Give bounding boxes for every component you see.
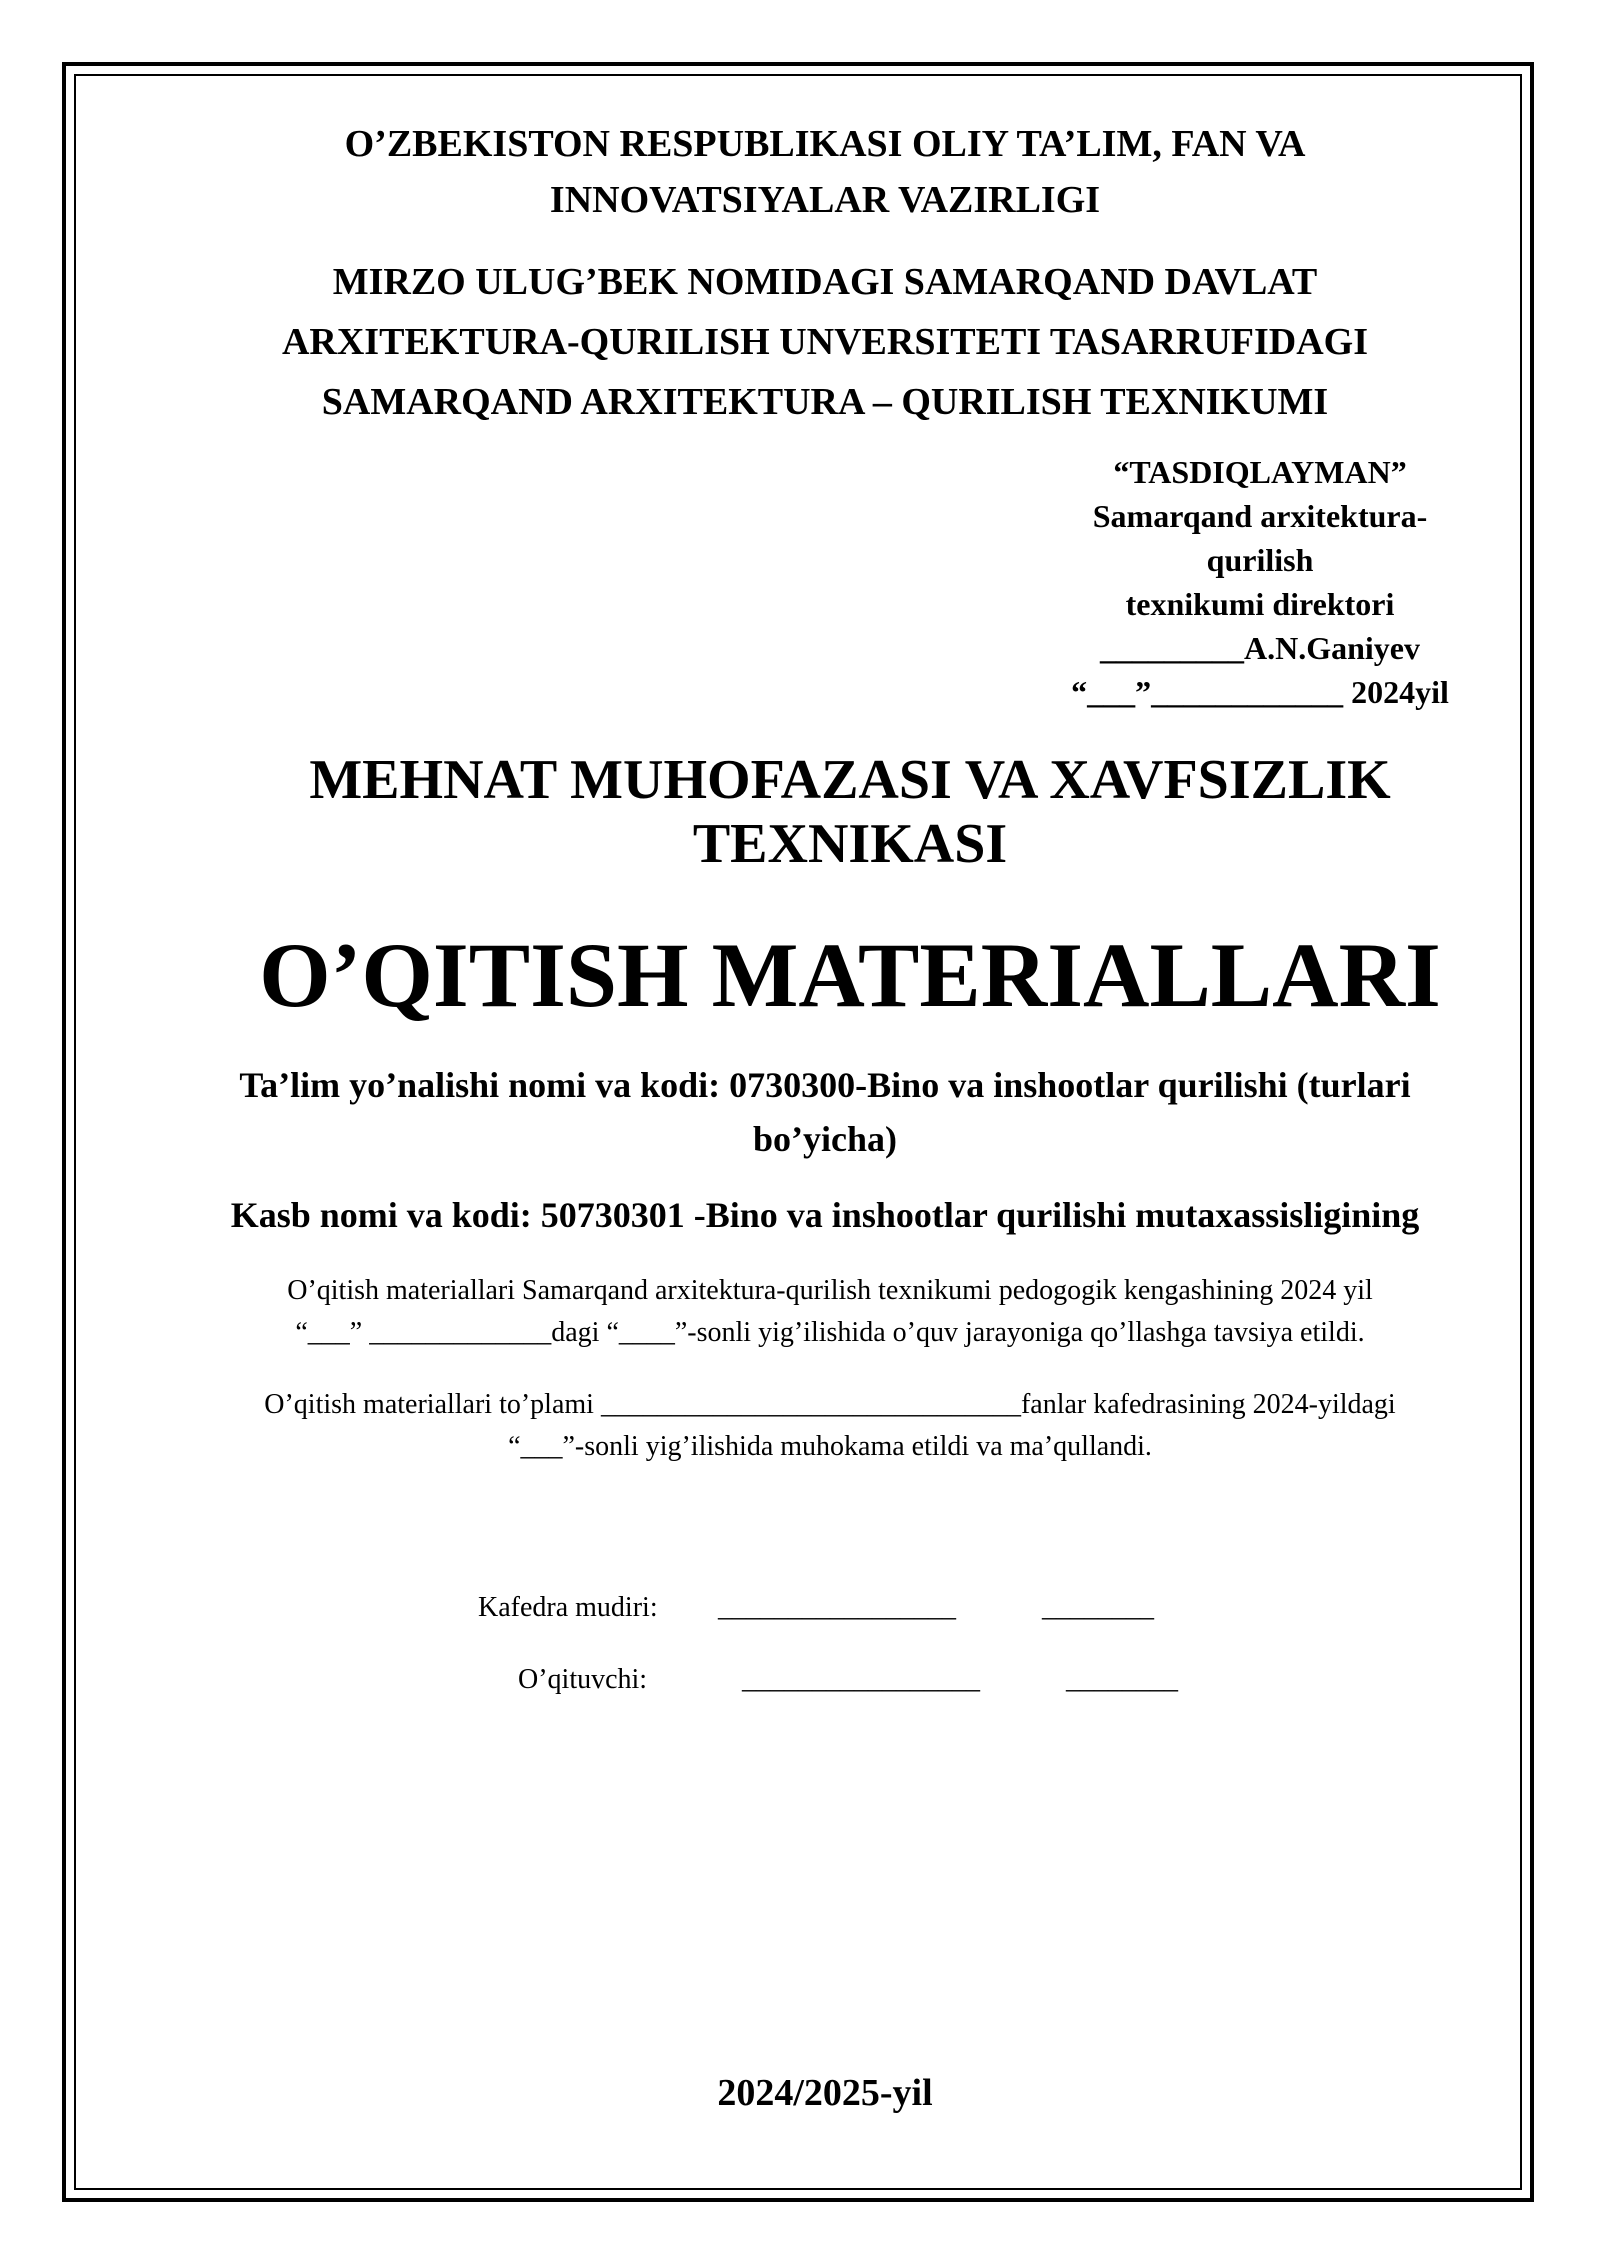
head-of-department-signature-row	[478, 1588, 1198, 1628]
teacher-label: O’qituvchi:	[518, 1664, 648, 1695]
university-line-2: ARXITEKTURA-QURILISH UNVERSITETI TASARRUFIDAGI	[281, 321, 1369, 363]
university-line-1: MIRZO ULUG’BEK NOMIDAGI SAMARQAND DAVLAT	[332, 261, 1318, 303]
ministry-line-1: O’ZBEKISTON RESPUBLIKASI OLIY TA’LIM, FAN VA	[344, 123, 1306, 165]
approval-line-3: texnikumi direktori	[1125, 586, 1395, 622]
subject-title	[160, 748, 1540, 876]
council-recommendation	[140, 1270, 1520, 1354]
subject-line-1: MEHNAT MUHOFAZASI VA XAVFSIZLIK	[309, 749, 1391, 811]
university-heading	[100, 252, 1550, 432]
approval-date: “___”____________ 2024yil	[1071, 674, 1449, 710]
department-line-2: “___”-sonli yig’ilishida muhokama etildi va ma’qullandi.	[508, 1431, 1152, 1462]
department-approval	[140, 1384, 1520, 1468]
approval-title: “TASDIQLAYMAN”	[1113, 454, 1407, 490]
department-line-1: O’qitish materiallari to’plami ______________________________fanlar kafedrasining 2024-yildagi	[264, 1389, 1396, 1420]
profession-line: Kasb nomi va kodi: 50730301 -Bino va inshootlar qurilishi mutaxassisligining	[230, 1195, 1420, 1235]
ministry-heading	[100, 116, 1550, 228]
teacher-name-blank: _________________	[742, 1664, 980, 1695]
direction-line-2: bo’yicha)	[753, 1119, 897, 1159]
teacher-signature-blank: ________	[1066, 1664, 1178, 1695]
council-line-1: O’qitish materiallari Samarqand arxitektura-qurilish texnikumi pedogogik kengashining 2024 yil	[287, 1275, 1373, 1306]
council-line-2: “___” _____________dagi “____”-sonli yig’ilishida o’quv jarayoniga qo’llashga tavsiya etildi.	[295, 1317, 1365, 1348]
ministry-line-2: INNOVATSIYALAR VAZIRLIGI	[549, 179, 1101, 221]
approval-signature: _________A.N.Ganiyev	[1100, 630, 1420, 666]
education-direction	[140, 1058, 1510, 1166]
approval-block	[1000, 450, 1520, 714]
head-of-department-label: Kafedra mudiri:	[478, 1592, 658, 1623]
university-line-3: SAMARQAND ARXITEKTURA – QURILISH TEXNIKUMI	[321, 381, 1329, 423]
teacher-signature-row	[518, 1660, 1238, 1700]
academic-year: 2024/2025-yil	[717, 2072, 933, 2114]
direction-line-1: Ta’lim yo’nalishi nomi va kodi: 0730300-Bino va inshootlar qurilishi (turlari	[239, 1065, 1411, 1105]
approval-line-1: Samarqand arxitektura-	[1092, 498, 1428, 534]
approval-line-2: qurilish	[1206, 542, 1314, 578]
head-of-department-name-blank: _________________	[718, 1592, 956, 1623]
document-type-title: O’QITISH MATERIALLARI	[259, 924, 1441, 1026]
head-of-department-signature-blank: ________	[1042, 1592, 1154, 1623]
subject-line-2: TEXNIKASI	[692, 813, 1008, 875]
